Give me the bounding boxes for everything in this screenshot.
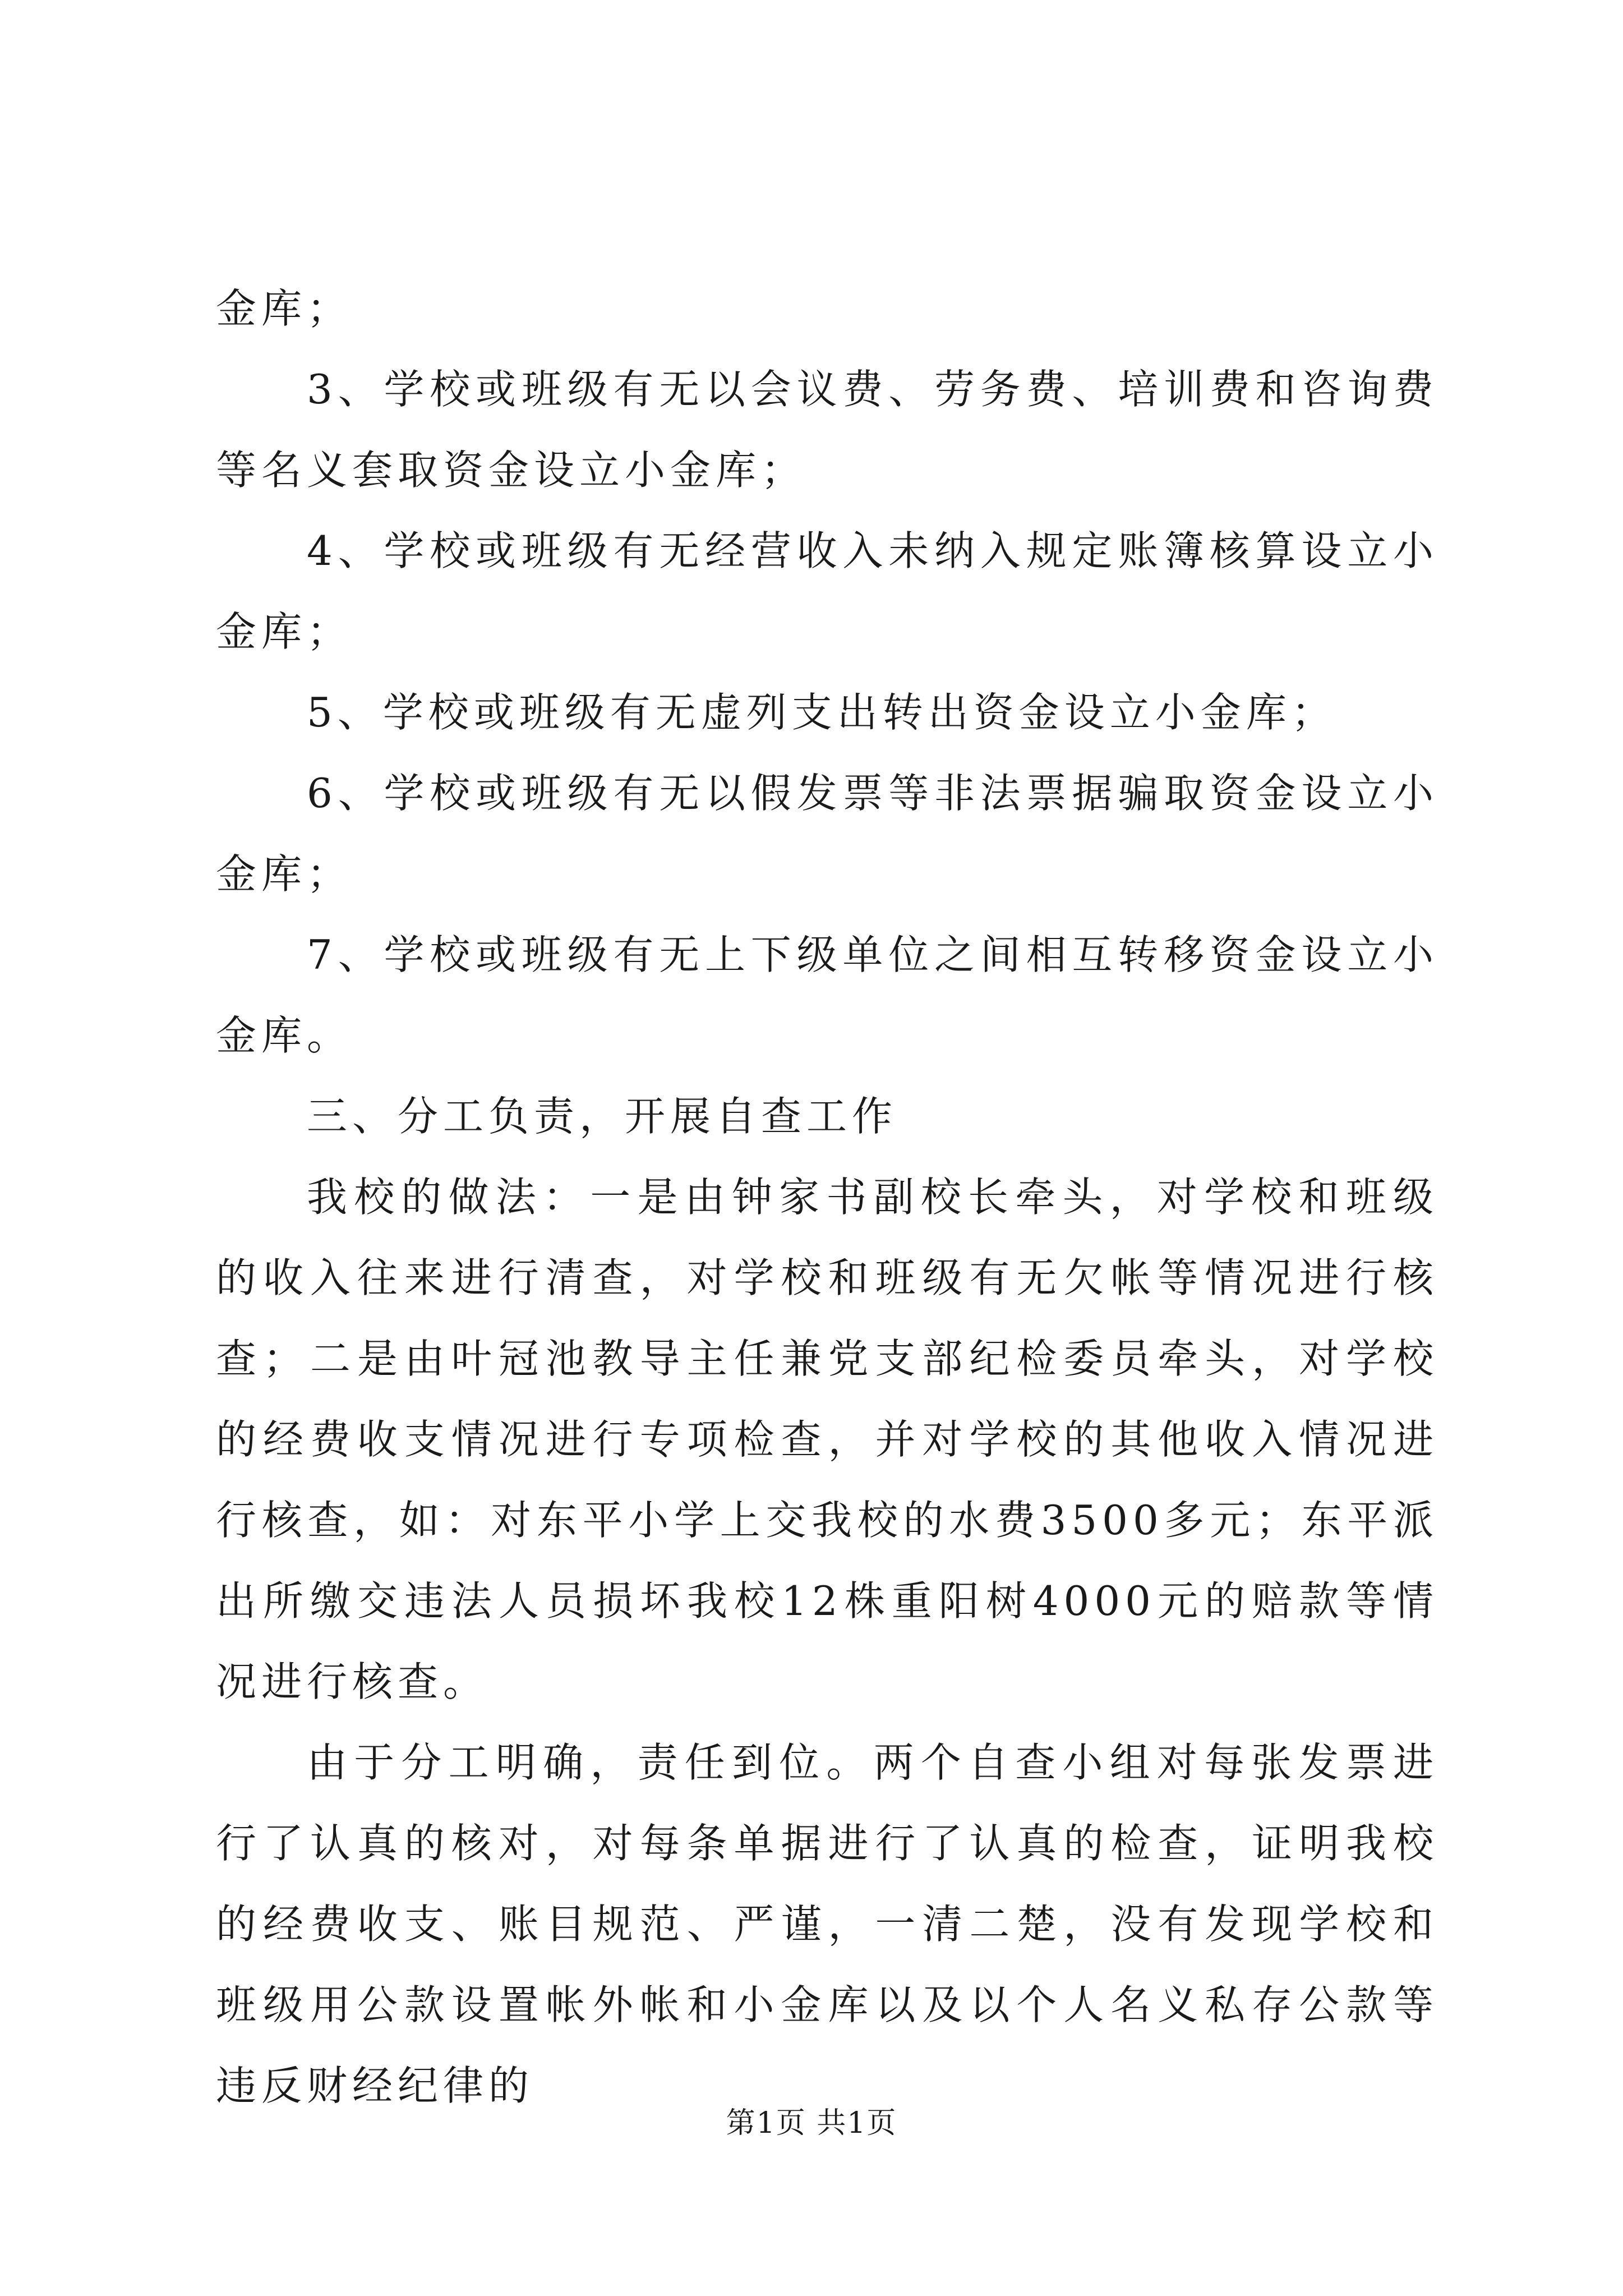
paragraph-result: 由于分工明确，责任到位。两个自查小组对每张发票进行了认真的核对，对每条单据进行了认真的检查，证明我校的经费收支、账目规范、严谨，一清二楚，没有发现学校和班级用公款设置帐外帐和小金库以及以个人名义私存公款等违反财经纪律的: [216, 1739, 1438, 2109]
page-footer: [0, 2101, 1623, 2146]
paragraph-continuation: 金库；: [216, 285, 353, 332]
paragraph-practice: 我校的做法：一是由钟家书副校长牵头，对学校和班级的收入往来进行清查，对学校和班级有无欠帐等情况进行核查；二是由叶冠池教导主任兼党支部纪检委员牵头，对学校的经费收支情况进行专项检查，并对学校的其他收入情况进行核查，如：对东平小学上交我校的水费3500多元；东平派出所缴交违法人员损坏我校12株重阳树4000元的赔款等情况进行核查。: [216, 1174, 1438, 1705]
paragraph-item-3: 3、学校或班级有无以会议费、劳务费、培训费和咨询费等名义套取资金设立小金库；: [216, 366, 1438, 494]
paragraph-item-7: 7、学校或班级有无上下级单位之间相互转移资金设立小金库。: [216, 931, 1438, 1059]
page-number-label: 第1页 共1页: [726, 2106, 897, 2140]
paragraph-item-6: 6、学校或班级有无以假发票等非法票据骗取资金设立小金库；: [216, 770, 1438, 898]
paragraph-item-5: 5、学校或班级有无虚列支出转出资金设立小金库；: [307, 689, 1337, 736]
paragraph-item-4: 4、学校或班级有无经营收入未纳入规定账簿核算设立小金库；: [216, 527, 1438, 655]
document-body: [216, 268, 1438, 2126]
section-heading: 三、分工负责，开展自查工作: [307, 1093, 898, 1140]
